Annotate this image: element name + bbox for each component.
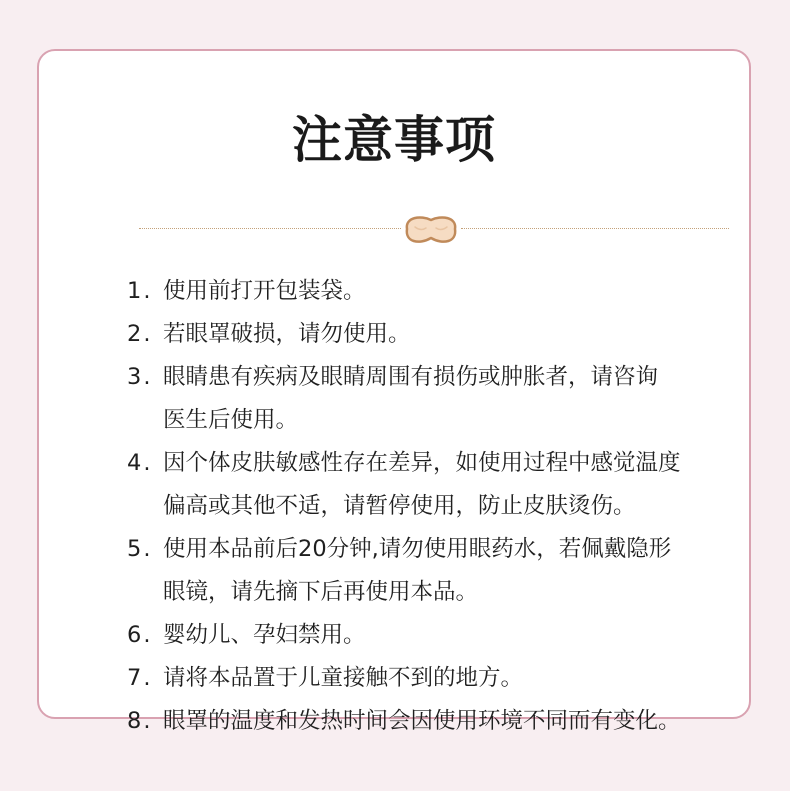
item-text: 因个体皮肤敏感性存在差异，如使用过程中感觉温度 <box>163 450 681 476</box>
item-text: 眼睛患有疾病及眼睛周围有损伤或肿胀者，请咨询 <box>163 364 659 390</box>
item-number: 3. <box>127 364 153 390</box>
list-item <box>127 442 765 528</box>
title-divider <box>139 209 729 249</box>
list-item <box>127 700 765 743</box>
list-item <box>127 657 765 700</box>
item-number: 4. <box>127 450 153 476</box>
item-text-continued: 医生后使用。 <box>163 407 299 433</box>
item-text-continued: 眼镜，请先摘下后再使用本品。 <box>163 579 479 605</box>
list-item <box>127 356 765 442</box>
list-item <box>127 313 765 356</box>
item-text: 请将本品置于儿童接触不到的地方。 <box>163 665 524 691</box>
item-text: 使用本品前后20分钟,请勿使用眼药水，若佩戴隐形 <box>163 536 672 562</box>
notice-list <box>127 270 765 743</box>
item-text: 使用前打开包装袋。 <box>163 278 366 304</box>
item-number: 6. <box>127 622 153 648</box>
item-text: 若眼罩破损，请勿使用。 <box>163 321 411 347</box>
page-title: 注意事项 <box>292 110 496 169</box>
divider-line-left <box>139 228 401 229</box>
notice-card <box>37 49 751 734</box>
item-number: 5. <box>127 536 153 562</box>
item-number: 1. <box>127 278 153 304</box>
sleep-mask-icon <box>401 209 461 249</box>
item-text: 婴幼儿、孕妇禁用。 <box>163 622 366 648</box>
item-number: 7. <box>127 665 153 691</box>
list-item <box>127 270 765 313</box>
list-item <box>127 528 765 614</box>
item-text: 眼罩的温度和发热时间会因使用环境不同而有变化。 <box>163 708 681 734</box>
item-number: 2. <box>127 321 153 347</box>
item-number: 8. <box>127 708 153 734</box>
item-text-continued: 偏高或其他不适，请暂停使用，防止皮肤烫伤。 <box>163 493 636 519</box>
list-item <box>127 614 765 657</box>
divider-line-right <box>461 228 729 229</box>
